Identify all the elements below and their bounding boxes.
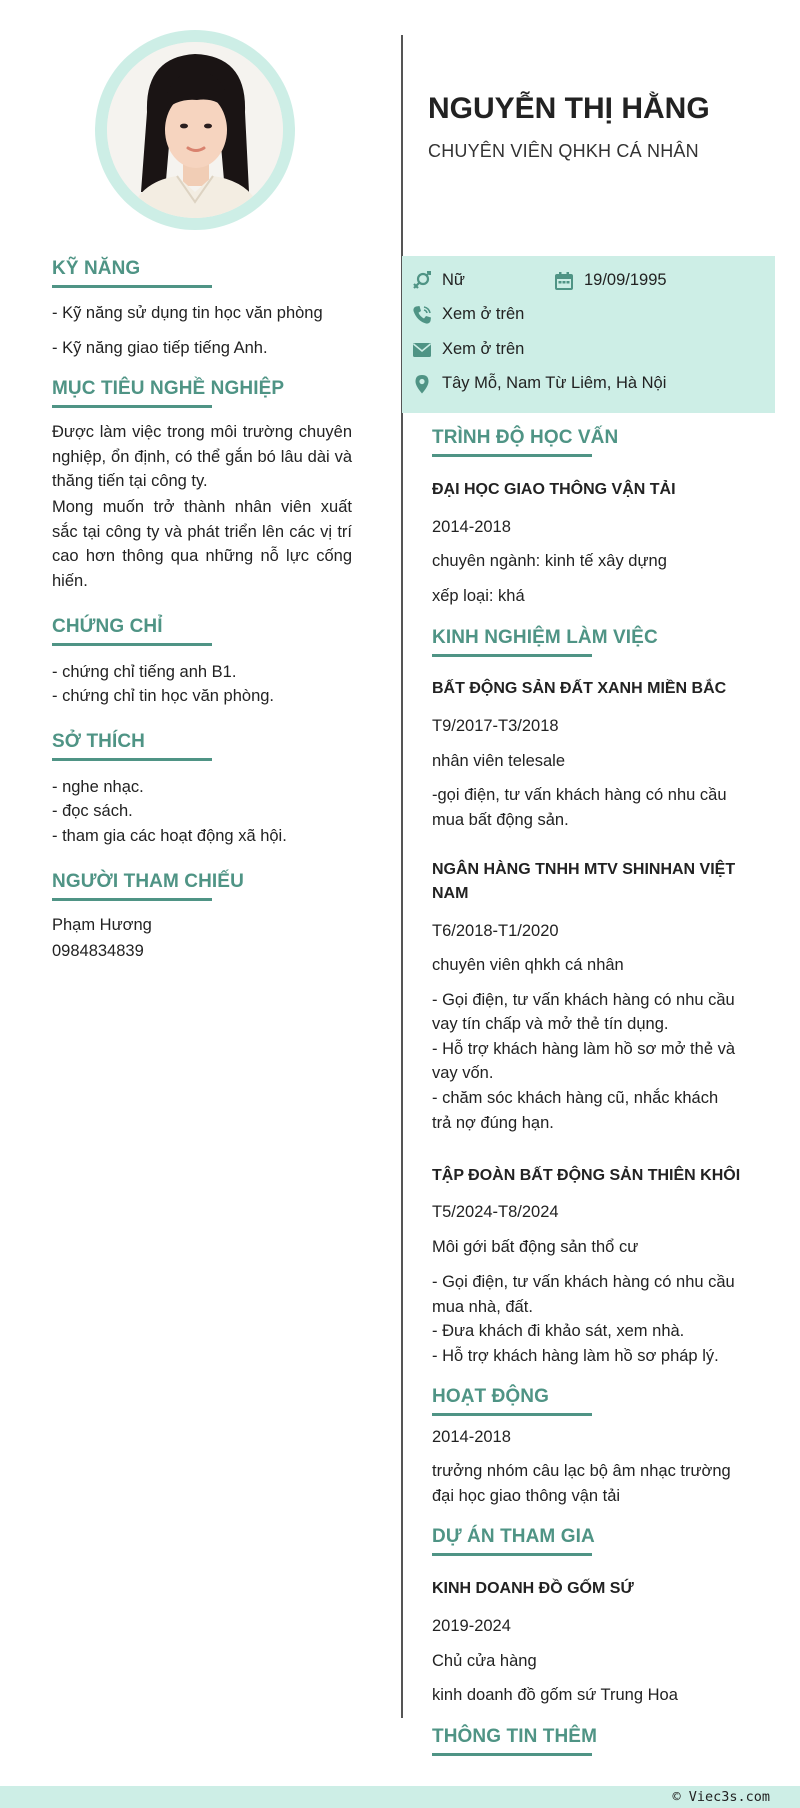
project-role: Chủ cửa hàng — [432, 1652, 537, 1670]
certificate-item: - chứng chỉ tiếng anh B1. — [52, 663, 237, 681]
job-period: T5/2024-T8/2024 — [432, 1203, 559, 1221]
objective-heading: MỤC TIÊU NGHỀ NGHIỆP — [52, 378, 285, 399]
job-company: NGÂN HÀNG TNHH MTV SHINHAN VIỆT — [432, 861, 736, 878]
job-detail: mua bất động sản. — [432, 811, 569, 829]
activity-detail: đại học giao thông vận tải — [432, 1487, 621, 1505]
experience-heading: KINH NGHIỆM LÀM VIỆC — [432, 627, 658, 648]
skills-heading: KỸ NĂNG — [52, 258, 141, 279]
job-detail: vay vốn. — [432, 1064, 494, 1082]
education-major: chuyên ngành: kinh tế xây dựng — [432, 552, 667, 570]
reference-name: Phạm Hương — [52, 916, 152, 934]
job-company: BẤT ĐỘNG SẢN ĐẤT XANH MIỀN BẮC — [432, 680, 727, 697]
reference-phone: 0984834839 — [52, 942, 144, 960]
phone-icon — [412, 305, 432, 325]
address-text: Tây Mỗ, Nam Từ Liêm, Hà Nội — [442, 374, 667, 392]
project-name: KINH DOANH ĐỒ GỐM SỨ — [432, 1580, 634, 1597]
email-icon — [412, 340, 432, 360]
job-detail: trả nợ đúng hạn. — [432, 1114, 554, 1132]
job-detail: - Gọi điện, tư vấn khách hàng có nhu cầu — [432, 1273, 735, 1291]
job-detail: - Hỗ trợ khách hàng làm hồ sơ pháp lý. — [432, 1347, 719, 1365]
project-period: 2019-2024 — [432, 1617, 511, 1635]
hobby-item: - tham gia các hoạt động xã hội. — [52, 827, 287, 845]
skill-item: - Kỹ năng giao tiếp tiếng Anh. — [52, 339, 268, 357]
job-period: T6/2018-T1/2020 — [432, 922, 559, 940]
job-company-line2: NAM — [432, 885, 469, 902]
job-detail: mua nhà, đất. — [432, 1298, 533, 1316]
certificate-item: - chứng chỉ tin học văn phòng. — [52, 687, 275, 705]
education-period: 2014-2018 — [432, 518, 511, 536]
education-heading: TRÌNH ĐỘ HỌC VẤN — [432, 427, 619, 448]
hobbies-heading: SỞ THÍCH — [52, 731, 146, 752]
phone-text: Xem ở trên — [442, 305, 525, 323]
avatar-ring — [95, 30, 295, 230]
candidate-title: CHUYÊN VIÊN QHKH CÁ NHÂN — [428, 141, 699, 161]
footer-credit[interactable]: © Viec3s.com — [672, 1789, 770, 1805]
more-info-heading: THÔNG TIN THÊM — [432, 1726, 597, 1747]
job-detail: vay tín chấp và mở thẻ tín dụng. — [432, 1015, 669, 1033]
candidate-name: NGUYỄN THỊ HẰNG — [428, 92, 710, 125]
hobby-item: - đọc sách. — [52, 802, 133, 820]
activity-period: 2014-2018 — [432, 1428, 511, 1446]
job-detail: -gọi điện, tư vấn khách hàng có nhu cầu — [432, 786, 727, 804]
certificates-heading: CHỨNG CHỈ — [52, 616, 163, 637]
objective-paragraph-2: Mong muốn trở thành nhân viên xuất sắc tại công ty và phát triển lên các vị trí cao hơn thông qua những nỗ lực cống hiến. — [52, 498, 352, 590]
gender-icon — [412, 271, 432, 291]
hobby-item: - nghe nhạc. — [52, 778, 144, 796]
email-text: Xem ở trên — [442, 340, 525, 358]
birthday-text: 19/09/1995 — [584, 271, 667, 289]
activities-heading: HOẠT ĐỘNG — [432, 1386, 550, 1407]
projects-heading: DỰ ÁN THAM GIA — [432, 1526, 595, 1547]
job-detail: - Hỗ trợ khách hàng làm hồ sơ mở thẻ và — [432, 1040, 736, 1058]
education-school: ĐẠI HỌC GIAO THÔNG VẬN TẢI — [432, 481, 676, 498]
avatar — [107, 42, 283, 218]
job-company: TẬP ĐOÀN BẤT ĐỘNG SẢN THIÊN KHÔI — [432, 1167, 741, 1184]
calendar-icon — [554, 271, 574, 291]
job-period: T9/2017-T3/2018 — [432, 717, 559, 735]
job-detail: - Đưa khách đi khảo sát, xem nhà. — [432, 1322, 685, 1340]
references-heading: NGƯỜI THAM CHIẾU — [52, 871, 244, 892]
location-icon — [412, 374, 432, 394]
contact-panel — [402, 256, 775, 413]
skill-item: - Kỹ năng sử dụng tin học văn phòng — [52, 304, 323, 322]
job-position: nhân viên telesale — [432, 752, 566, 770]
job-detail: - chăm sóc khách hàng cũ, nhắc khách — [432, 1089, 719, 1107]
job-position: chuyên viên qhkh cá nhân — [432, 956, 624, 974]
job-detail: - Gọi điện, tư vấn khách hàng có nhu cầu — [432, 991, 735, 1009]
activity-detail: trưởng nhóm câu lạc bộ âm nhạc trường — [432, 1462, 731, 1480]
objective-paragraph-1: Được làm việc trong môi trường chuyên nghiệp, ổn định, có thể gắn bó lâu dài và thăng tiến tại công ty. — [52, 423, 352, 490]
gender-text: Nữ — [442, 271, 465, 289]
job-position: Môi gới bất động sản thổ cư — [432, 1238, 639, 1256]
project-detail: kinh doanh đồ gốm sứ Trung Hoa — [432, 1686, 678, 1704]
education-grade: xếp loại: khá — [432, 587, 525, 605]
